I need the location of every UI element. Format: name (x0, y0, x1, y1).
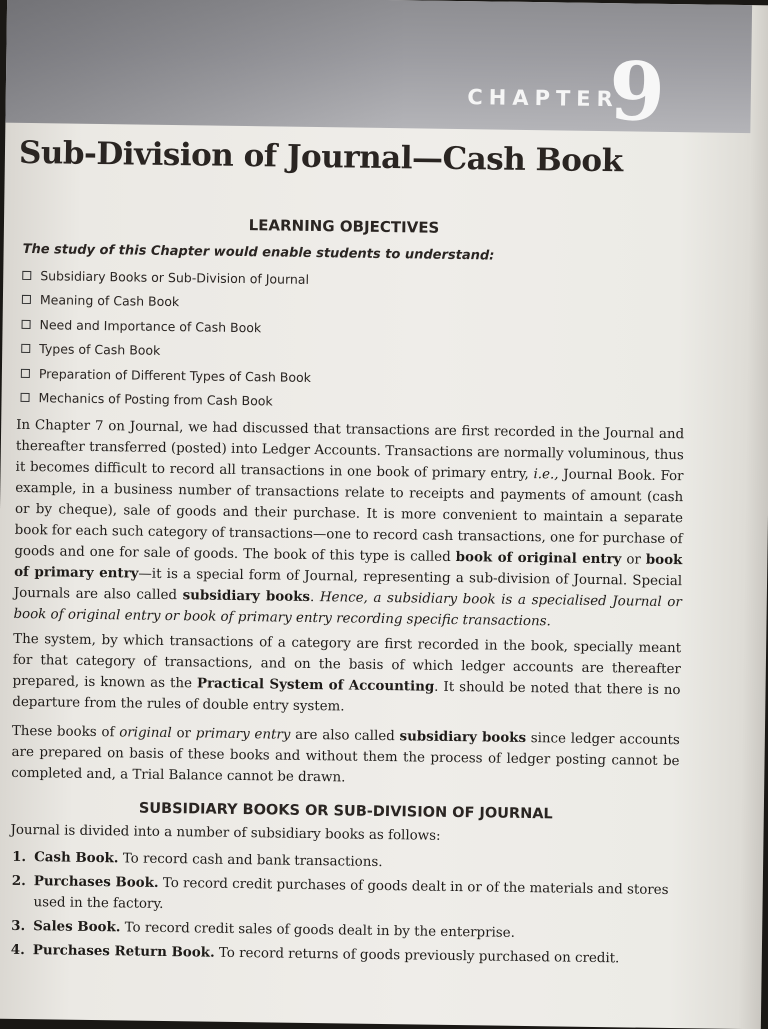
text-run: since ledger accounts are prepared on basis of these books and without them the process of ledger posting cannot be completed and, a Trial Balance cannot be drawn. (11, 731, 680, 786)
learning-objectives-list (20, 263, 312, 414)
objective-text: Types of Cash Book (39, 341, 161, 359)
subsidiary-books-list (9, 847, 691, 973)
text-run: or (171, 726, 196, 742)
subsidiary-books-paragraph (11, 721, 680, 793)
text-run: or (621, 552, 646, 568)
text-run: Journal Book. For example, in a business number of transactions relate to receipts and payments of amount (cash or by cheque), sale of goods and their purchase. It is more convenient to maintain a separate book for each such category of transactions—one to record cash transactions, one for purchase of goods and one for sale of goods. The book of this type is called (14, 467, 684, 566)
definition-text: Hence, a subsidiary book is a specialised Journal or book of original entry or book of primary entry recording specific transactions. (13, 590, 682, 630)
text-run: are also called (290, 727, 400, 745)
objective-text: Mechanics of Posting from Cash Book (38, 390, 273, 409)
item-name: Cash Book. (34, 849, 119, 867)
chapter-label: CHAPTER (467, 85, 619, 112)
italic-text: original (119, 725, 172, 742)
learning-objectives-intro: The study of this Chapter would enable students to understand: (22, 241, 495, 264)
checkbox-icon (20, 393, 29, 402)
objective-text: Subsidiary Books or Sub-Division of Journal (40, 267, 310, 287)
checkbox-icon (22, 320, 31, 329)
item-number: 1. (12, 848, 27, 866)
item-number: 2. (11, 872, 26, 890)
item-name: Purchases Book. (33, 873, 159, 891)
bold-term: Practical System of Accounting (196, 675, 435, 695)
objective-text: Need and Importance of Cash Book (39, 316, 262, 336)
list-item (9, 871, 690, 922)
item-name: Purchases Return Book. (32, 942, 215, 961)
item-description: To record cash and bank transactions. (118, 851, 383, 871)
checkbox-icon (22, 271, 31, 280)
checkbox-icon (21, 369, 30, 378)
item-description: To record returns of goods previously purchased on credit. (214, 945, 620, 967)
chapter-number: 9 (608, 44, 666, 139)
item-number: 4. (10, 941, 25, 959)
practical-system-paragraph (12, 629, 681, 722)
bold-term: subsidiary books (399, 728, 527, 747)
item-description: To record credit sales of goods dealt in by the enterprise. (120, 920, 515, 941)
chapter-banner (5, 0, 752, 139)
text-run: In Chapter 7 on Journal, we had discussed that transactions are first recorded in the Journal and thereafter transferred (posted) into Ledger Accounts. Transactions are normally voluminous, thus it becomes difficult to record all transactions in one book of primary entry, (15, 417, 685, 483)
text-run: . It should be noted that there is no departure from the rules of double entry system. (12, 679, 681, 715)
item-name: Sales Book. (33, 918, 121, 936)
italic-text: i.e., (533, 467, 559, 483)
italic-text: primary entry (195, 726, 291, 743)
intro-paragraph (13, 415, 684, 634)
bold-term: book of original entry (455, 549, 622, 568)
objective-text: Preparation of Different Types of Cash Book (38, 365, 312, 385)
bold-term: book of primary entry (14, 551, 683, 582)
text-run: The system, by which transactions of a category are first recorded in the book, specially meant for that category of transactions, and on the basis of which ledger accounts are thereafter prepared, is known as the (12, 631, 682, 692)
learning-objectives-heading: LEARNING OBJECTIVES (248, 216, 440, 237)
text-run: —it is a special form of Journal, representing a sub-division of Journal. Special Journals are also called (13, 566, 683, 604)
checkbox-icon (22, 295, 31, 304)
banner-shade (5, 0, 407, 128)
section-heading: SUBSIDIARY BOOKS OR SUB-DIVISION OF JOURNAL (138, 800, 553, 823)
objective-item (20, 385, 310, 414)
objective-text: Meaning of Cash Book (39, 292, 180, 310)
item-description: To record credit purchases of goods dealt in or of the materials and stores used in the factory. (33, 875, 669, 912)
bold-term: subsidiary books (182, 587, 311, 605)
text-run: These books of (11, 723, 120, 741)
chapter-title: Sub-Division of Journal—Cash Book (18, 134, 623, 180)
item-number: 3. (11, 917, 26, 935)
section-intro: Journal is divided into a number of subsidiary books as follows: (10, 822, 441, 844)
checkbox-icon (21, 344, 30, 353)
text-run: . (309, 589, 320, 606)
